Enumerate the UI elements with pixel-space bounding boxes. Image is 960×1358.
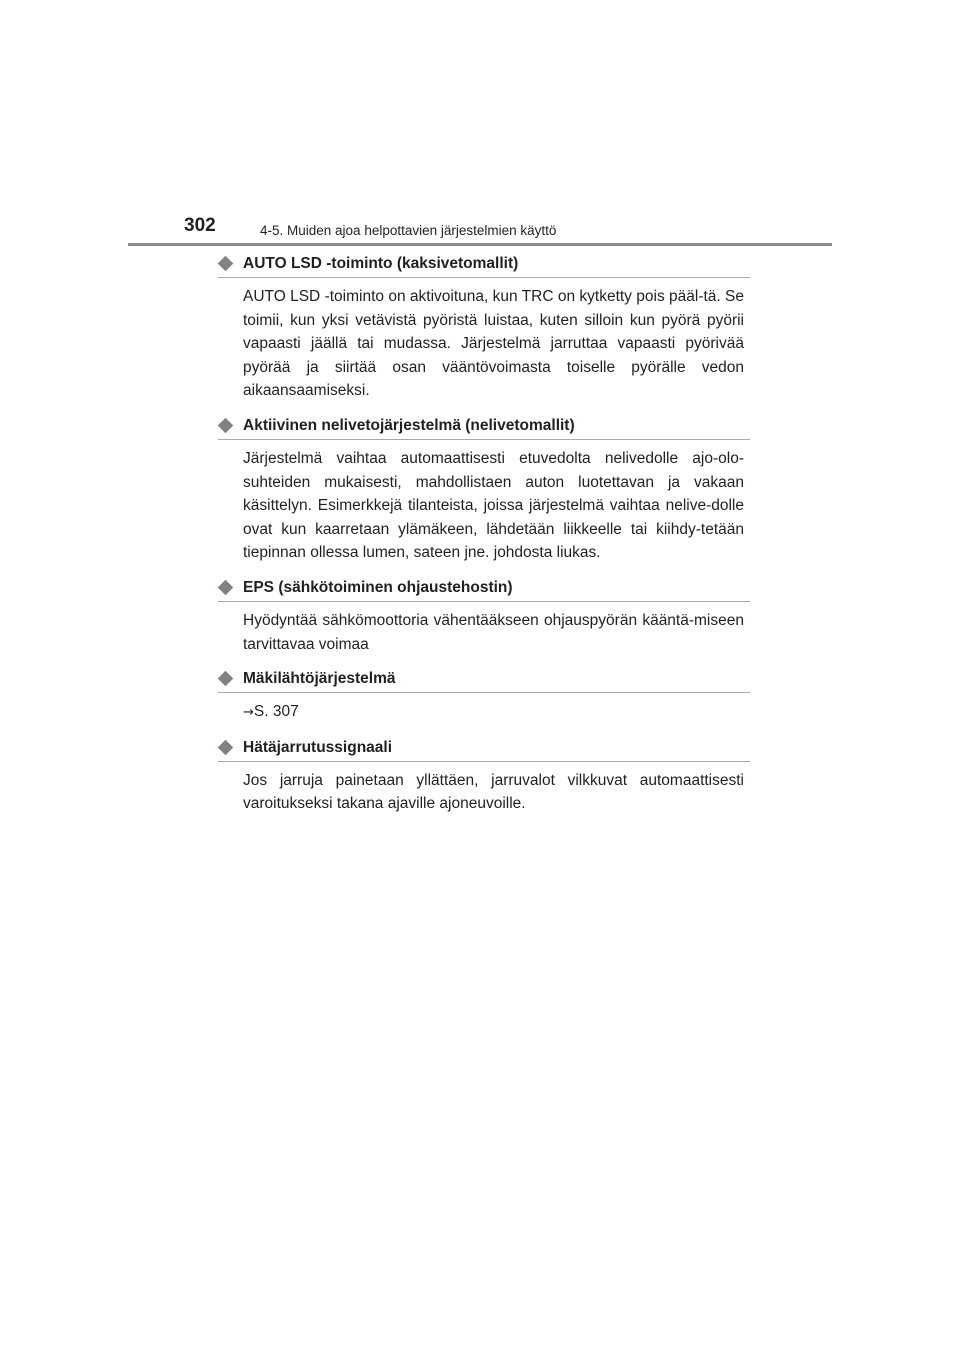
diamond-bullet-icon <box>218 256 234 272</box>
section-body: Jos jarruja painetaan yllättäen, jarruvalot vilkkuvat automaattisesti varoitukseksi takana ajaville ajoneuvoille. <box>243 771 744 813</box>
section-body: Hyödyntää sähkömoottoria vähentääkseen ohjauspyörän kääntä-miseen tarvittavaa voimaa <box>243 611 744 653</box>
section-heading <box>218 253 750 278</box>
section-title: Hätäjarrutussignaali <box>243 738 393 756</box>
section-heading <box>218 737 750 762</box>
section-auto-lsd <box>218 253 750 403</box>
section-heading <box>218 668 750 693</box>
section-emergency-brake-signal <box>218 737 750 816</box>
page-reference-text: S. 307 <box>253 703 299 721</box>
page-content <box>218 253 750 828</box>
section-body: AUTO LSD -toiminto on aktivoituna, kun TRC on kytketty pois pääl-tä. Se toimii, kun yksi vetävistä pyöristä luistaa, kuten silloin kun pyörä pyörii vapaasti jäällä tai mudassa. Järjestelmä jarruttaa vapaasti pyörivää pyörää ja siirtää osan vääntövoimasta toiselle pyörälle vedon aikaansaamiseksi. <box>243 288 744 400</box>
page-reference[interactable] <box>243 700 744 725</box>
section-body: Järjestelmä vaihtaa automaattisesti etuvedolta nelivedolle ajo-olo-suhteiden mukaisesti, mahdollistaen auton luotettavan ja vakaan käsittelyn. Esimerkkejä tilanteista, joissa järjestelmä vaihtaa nelive-dolle ovat kun kaarretaan ylämäkeen, lähdetään liikkeelle tai kiihdy-tetään tiepinnan ollessa lumen, sateen jne. johdosta liukas. <box>243 449 744 562</box>
section-heading <box>218 415 750 440</box>
diamond-bullet-icon <box>218 580 234 596</box>
section-active-awd <box>218 415 750 565</box>
section-title: EPS (sähkötoiminen ohjaustehostin) <box>243 578 513 596</box>
section-heading <box>218 577 750 602</box>
page-header <box>128 215 832 249</box>
diamond-bullet-icon <box>218 671 234 687</box>
diamond-bullet-icon <box>218 418 234 434</box>
header-rule <box>128 243 832 246</box>
diamond-bullet-icon <box>218 739 234 755</box>
section-title: Mäkilähtöjärjestelmä <box>243 670 396 688</box>
page-number: 302 <box>184 215 216 236</box>
section-title: Aktiivinen nelivetojärjestelmä (nelivetomallit) <box>243 416 575 434</box>
section-eps <box>218 577 750 656</box>
section-title: AUTO LSD -toiminto (kaksivetomallit) <box>243 255 519 272</box>
section-hill-start <box>218 668 750 725</box>
chapter-title: 4-5. Muiden ajoa helpottavien järjestelmien käyttö <box>260 223 557 238</box>
arrow-right-icon: → <box>243 705 254 721</box>
